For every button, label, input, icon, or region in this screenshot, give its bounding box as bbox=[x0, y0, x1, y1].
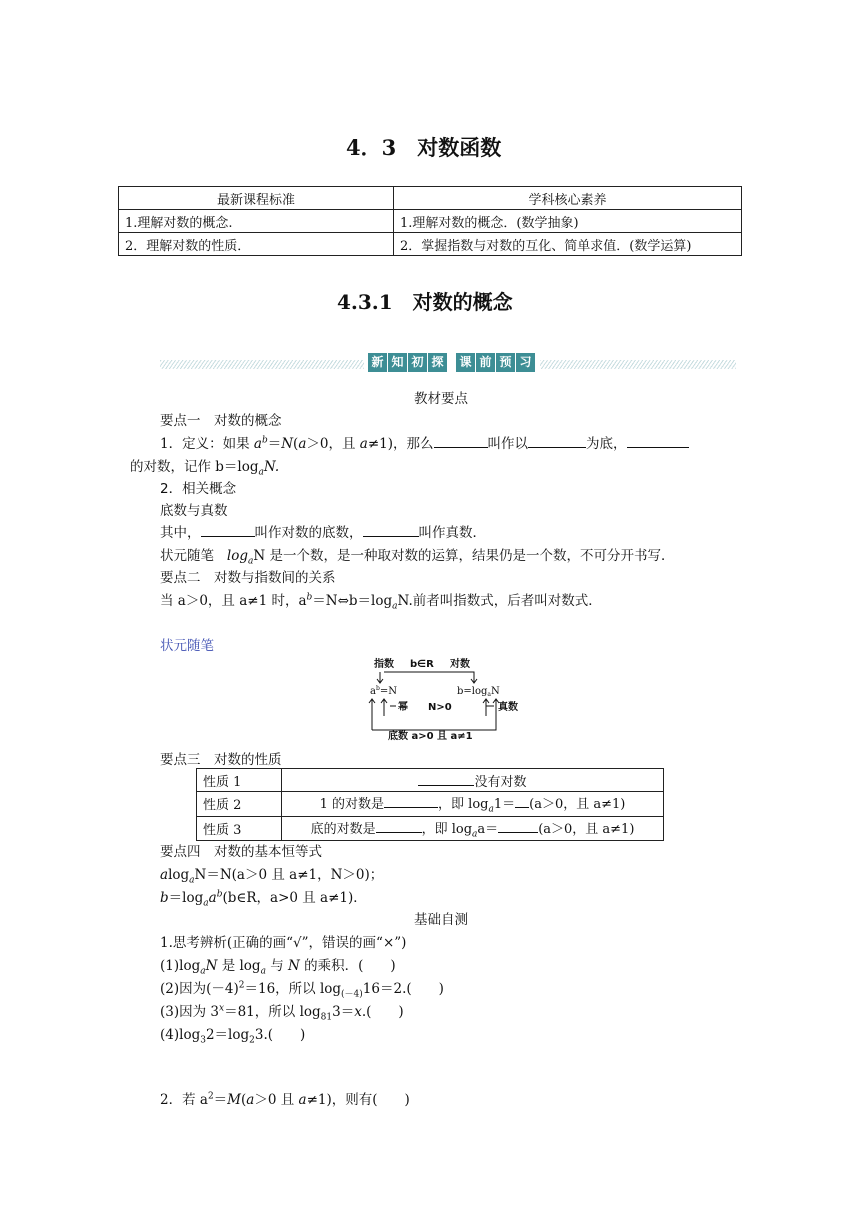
blank[interactable] bbox=[363, 523, 419, 537]
heading-selftest: 基础自测 bbox=[414, 912, 468, 928]
chapter-title: 4．3 对数函数 bbox=[346, 135, 502, 160]
q1-item: $(1)\log_aN$ 是 $\log_a$ 与 N 的乘积．( ) bbox=[160, 958, 396, 977]
point2-title: 要点二 对数与指数间的关系 bbox=[160, 570, 336, 586]
point4-title: 要点四 对数的基本恒等式 bbox=[160, 844, 322, 860]
point1-line2: 的对数，记作 $b=\log_aN$. bbox=[130, 459, 280, 478]
blank[interactable] bbox=[201, 523, 255, 537]
diagram-label: 指数 bbox=[374, 659, 394, 670]
blank[interactable] bbox=[515, 794, 529, 808]
diagram-label: $b=\log_aN$ bbox=[457, 686, 500, 698]
table-cell: 2．理解对数的性质． bbox=[119, 233, 394, 256]
relation-diagram bbox=[360, 654, 530, 746]
table-cell: 1.理解对数的概念．(数学抽象) bbox=[394, 210, 742, 233]
banner-char: 预 bbox=[496, 353, 515, 372]
point2-line: 当 a＞0，且 a≠1 时，$a^b=N\Leftrightarrow b=\log_aN$.前者叫指数式，后者叫对数式． bbox=[160, 592, 602, 612]
q1-item: (3)因为 $3^x=81$，所以 $\log_{81}3=x$.( ) bbox=[160, 1003, 404, 1023]
property-name: 性质 3 bbox=[197, 816, 282, 841]
table-header: 最新课程标准 bbox=[119, 187, 394, 210]
banner-char: 习 bbox=[516, 353, 535, 372]
banner-char: 探 bbox=[428, 353, 447, 372]
diagram-label: 底数 a>0 且 a≠1 bbox=[388, 731, 473, 742]
diagram-label: 对数 bbox=[450, 659, 470, 670]
banner-badge-right bbox=[456, 353, 536, 373]
point4-line1: alog$_a$N＝N(a＞0 且 a≠1，N＞0)； bbox=[160, 867, 384, 886]
blank[interactable] bbox=[627, 434, 689, 448]
diagram-label: $a^b=N$ bbox=[370, 685, 397, 697]
side-note-label: 状元随笔 bbox=[160, 638, 214, 654]
banner-hatch-right bbox=[540, 360, 736, 369]
related-note: 状元随笔 $\log_aN$ 是一个数，是一种取对数的运算，结果仍是一个数，不可分开书写． bbox=[160, 548, 675, 567]
table-header: 学科核心素养 bbox=[394, 187, 742, 210]
table-cell: 1.理解对数的概念. bbox=[119, 210, 394, 233]
blank[interactable] bbox=[376, 819, 422, 833]
property-text: 没有对数 bbox=[282, 769, 664, 792]
q1-item: $(4)\log_32=\log_23$.( ) bbox=[160, 1027, 306, 1046]
section-title: 4.3.1 对数的概念 bbox=[337, 290, 513, 314]
property-name: 性质 1 bbox=[197, 769, 282, 792]
banner-char: 初 bbox=[408, 353, 427, 372]
q1-item: (2)因为$(-4)^2=16$，所以 $\log_{(-4)}16=2$.( ) bbox=[160, 980, 444, 1000]
point1-title: 要点一 对数的概念 bbox=[160, 413, 282, 429]
curriculum-table bbox=[118, 186, 742, 256]
q1-title: 1.思考辨析(正确的画“√”，错误的画“×”) bbox=[160, 935, 407, 951]
property-text: 1 的对数是 ，即 $\log_a1= (a>0$，且 a≠1) bbox=[282, 792, 664, 817]
q2: 2．若 $a^2=M(a>0$ 且 a≠1)，则有( ) bbox=[160, 1091, 410, 1108]
related-title: 2．相关概念 bbox=[160, 481, 237, 497]
banner-badge-left bbox=[368, 353, 448, 373]
diagram-label: 真数 bbox=[498, 702, 518, 713]
diagram-label: b∈R bbox=[410, 659, 434, 670]
property-text: 底的对数是 ，即 $\log_aa= (a>0$，且 a≠1) bbox=[282, 816, 664, 841]
table-cell: 2．掌握指数与对数的互化、简单求值．(数学运算) bbox=[394, 233, 742, 256]
banner-char: 前 bbox=[476, 353, 495, 372]
diagram-label: N>0 bbox=[428, 702, 452, 713]
banner-char: 知 bbox=[388, 353, 407, 372]
heading-materials: 教材要点 bbox=[414, 391, 468, 407]
related-line: 其中， 叫作对数的底数， 叫作真数． bbox=[160, 525, 486, 541]
point3-title: 要点三 对数的性质 bbox=[160, 752, 282, 768]
banner-char: 新 bbox=[368, 353, 387, 372]
banner-char: 课 bbox=[456, 353, 475, 372]
blank[interactable] bbox=[434, 434, 488, 448]
blank[interactable] bbox=[384, 794, 438, 808]
diagram-label: 幂 bbox=[398, 702, 408, 713]
property-table bbox=[196, 768, 664, 841]
banner-hatch-left bbox=[160, 360, 364, 369]
point1-line1: 1．定义：如果 $a^b=N(a>0$，且 a≠1)，那么 叫作以 为底， bbox=[160, 432, 689, 452]
blank[interactable] bbox=[528, 434, 586, 448]
blank[interactable] bbox=[498, 819, 538, 833]
blank[interactable] bbox=[418, 772, 474, 786]
property-name: 性质 2 bbox=[197, 792, 282, 817]
point4-line2: $b=\log_aa^b(b\in R$，a>0 且 a≠1)． bbox=[160, 889, 367, 909]
related-sub: 底数与真数 bbox=[160, 503, 228, 519]
